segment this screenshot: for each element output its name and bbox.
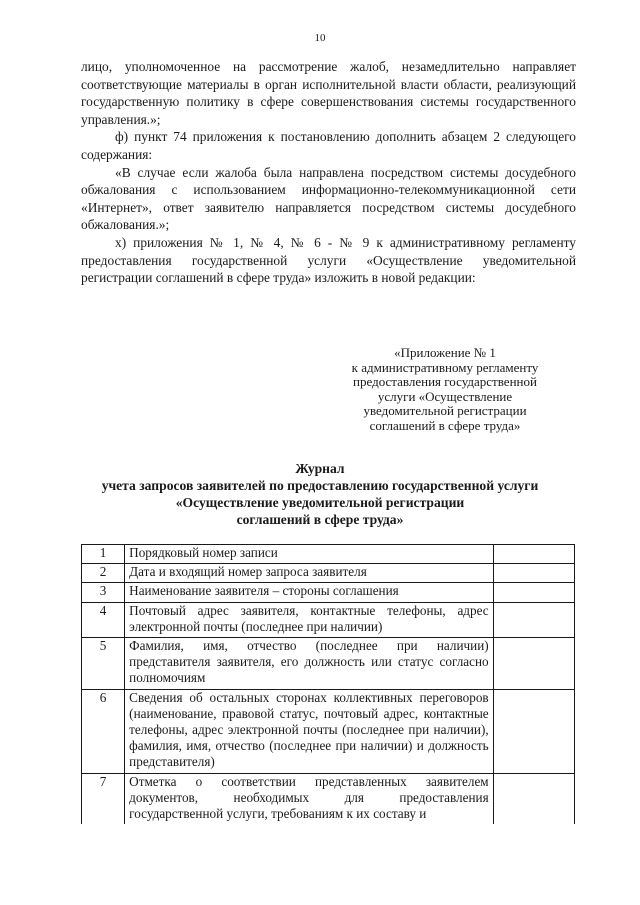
row-description: Фамилия, имя, отчество (последнее при наличии) представителя заявителя, его должность или статус согласно полномочиям — [125, 638, 493, 690]
paragraph-continuation: лицо, уполномоченное на рассмотрение жалоб, незамедлительно направляет соответствующие материалы в орган исполнительной власти области, реализующий государственную политику в сфере совершенствования системы государственного управления.»; — [81, 59, 576, 127]
row-description: Порядковый номер записи — [125, 545, 493, 564]
row-number: 4 — [82, 602, 125, 637]
table-row — [82, 583, 575, 602]
row-description: Наименование заявителя – стороны соглашения — [125, 583, 493, 602]
table-row — [82, 564, 575, 583]
appendix-line: уведомительной регистрации — [363, 403, 527, 418]
table-row — [82, 638, 575, 690]
journal-title-line: Журнал — [295, 461, 345, 476]
row-value-cell — [493, 602, 574, 637]
table-row — [82, 602, 575, 637]
row-value-cell — [493, 689, 574, 773]
row-description: Отметка о соответствии представленных заявителем документов, необходимых для предоставления государственной услуги, требованиям к их составу и — [125, 773, 493, 824]
row-value-cell — [493, 545, 574, 564]
table-row — [82, 689, 575, 773]
journal-table — [81, 544, 575, 824]
journal-title-line: учета запросов заявителей по предоставлению государственной услуги — [101, 478, 539, 493]
journal-title-line: соглашений в сфере труда» — [236, 512, 404, 527]
row-value-cell — [493, 638, 574, 690]
journal-title-line: «Осуществление уведомительной регистрации — [175, 495, 465, 510]
page-number: 10 — [314, 32, 326, 44]
table-row — [82, 773, 575, 824]
appendix-line: услуги «Осуществление — [377, 388, 513, 404]
row-value-cell — [493, 583, 574, 602]
appendix-line: к административному регламенту — [351, 359, 539, 375]
appendix-line: «Приложение № 1 — [394, 345, 496, 360]
paragraph-item-kh: х) приложения № 1, № 4, № 6 - № 9 к административному регламенту предоставления государственной услуги «Осуществление уведомительной регистрации соглашений в сфере труда» изложить в новой редакции: — [81, 234, 576, 286]
appendix-line: соглашений в сфере труда» — [369, 417, 521, 433]
appendix-header — [330, 346, 560, 433]
row-number: 3 — [82, 583, 125, 602]
appendix-line: предоставления государственной — [353, 374, 537, 389]
journal-title — [70, 460, 570, 528]
row-number: 6 — [82, 689, 125, 773]
row-number: 7 — [82, 773, 125, 824]
row-description: Дата и входящий номер запроса заявителя — [125, 564, 493, 583]
row-value-cell — [493, 773, 574, 824]
row-number: 5 — [82, 638, 125, 690]
row-description: Почтовый адрес заявителя, контактные телефоны, адрес электронной почты (последнее при наличии) — [125, 602, 493, 637]
paragraph-item-f: ф) пункт 74 приложения к постановлению дополнить абзацем 2 следующего содержания: — [81, 129, 576, 162]
body-text — [81, 58, 576, 287]
row-description: Сведения об остальных сторонах коллективных переговоров (наименование, правовой статус, почтовый адрес, контактные телефоны, адрес электронной почты (последнее при наличии), фамилия, имя, отчество (последнее при наличии) и должность представителя) — [125, 689, 493, 773]
row-number: 2 — [82, 564, 125, 583]
paragraph-quote: «В случае если жалоба была направлена посредством системы досудебного обжалования с использованием информационно-телекоммуникационной сети «Интернет», ответ заявителю направляется посредством системы досудебного обжалования.»; — [81, 164, 576, 233]
row-value-cell — [493, 564, 574, 583]
table-row — [82, 545, 575, 564]
row-number: 1 — [82, 545, 125, 564]
